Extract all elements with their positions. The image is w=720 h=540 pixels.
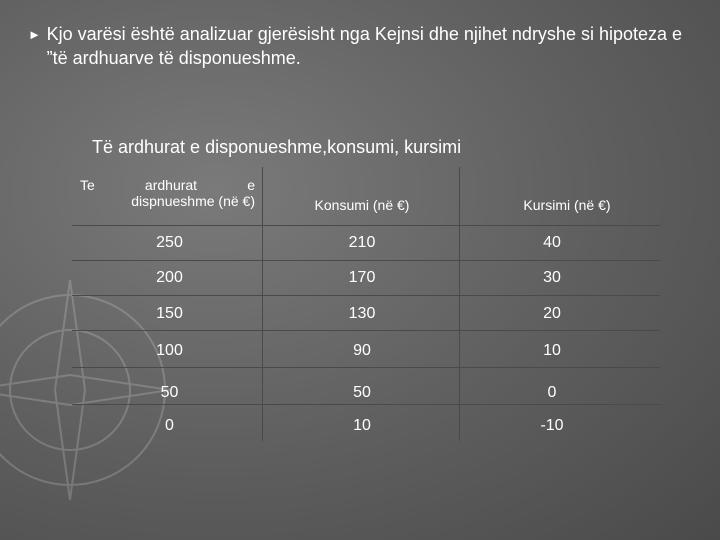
bullet-arrow-icon: ► [28, 27, 41, 42]
table-cell: 10 [543, 342, 561, 359]
table-cell: 0 [165, 417, 174, 434]
row-divider [72, 404, 660, 405]
header-savings: Kursimi (në €) [523, 197, 611, 213]
header-income [80, 177, 255, 209]
table-cell: 30 [543, 269, 561, 286]
table-cell: 250 [156, 234, 183, 251]
data-table [72, 167, 662, 442]
header-income-word: ardhurat [144, 177, 198, 193]
table-cell: 200 [156, 269, 183, 286]
table-cell: 150 [156, 305, 183, 322]
table-cell: 50 [353, 384, 371, 401]
bullet-point [28, 22, 688, 70]
table-cell: 20 [543, 305, 561, 322]
table-cell: -10 [540, 417, 564, 434]
table-cell: 100 [156, 342, 183, 359]
row-divider [72, 295, 660, 296]
table-cell: 170 [348, 269, 376, 286]
header-consumption: Konsumi (në €) [314, 197, 410, 213]
header-income-word: Te [80, 177, 95, 193]
table-cell: 90 [353, 342, 371, 359]
row-divider [72, 330, 660, 331]
table-cell: 10 [353, 417, 371, 434]
column-divider [262, 167, 263, 441]
table-title: Të ardhurat e disponueshme,konsumi, kursimi [92, 137, 462, 157]
header-income-line2: dispnueshme (në €) [131, 193, 255, 209]
row-divider [72, 225, 660, 226]
table-cell: 130 [348, 305, 376, 322]
header-income-word: e [247, 177, 255, 193]
table-cell: 50 [160, 384, 179, 401]
column-divider [459, 167, 460, 441]
row-divider [72, 260, 660, 261]
bullet-text: Kjo varësi është analizuar gjerësisht nga Kejnsi dhe njihet ndryshe si hipoteza e ”të ardhuarve të disponueshme. [46, 24, 683, 68]
row-divider [72, 367, 660, 368]
table-cell: 210 [348, 234, 376, 251]
table-cell: 0 [547, 384, 557, 401]
table-cell: 40 [543, 234, 561, 251]
